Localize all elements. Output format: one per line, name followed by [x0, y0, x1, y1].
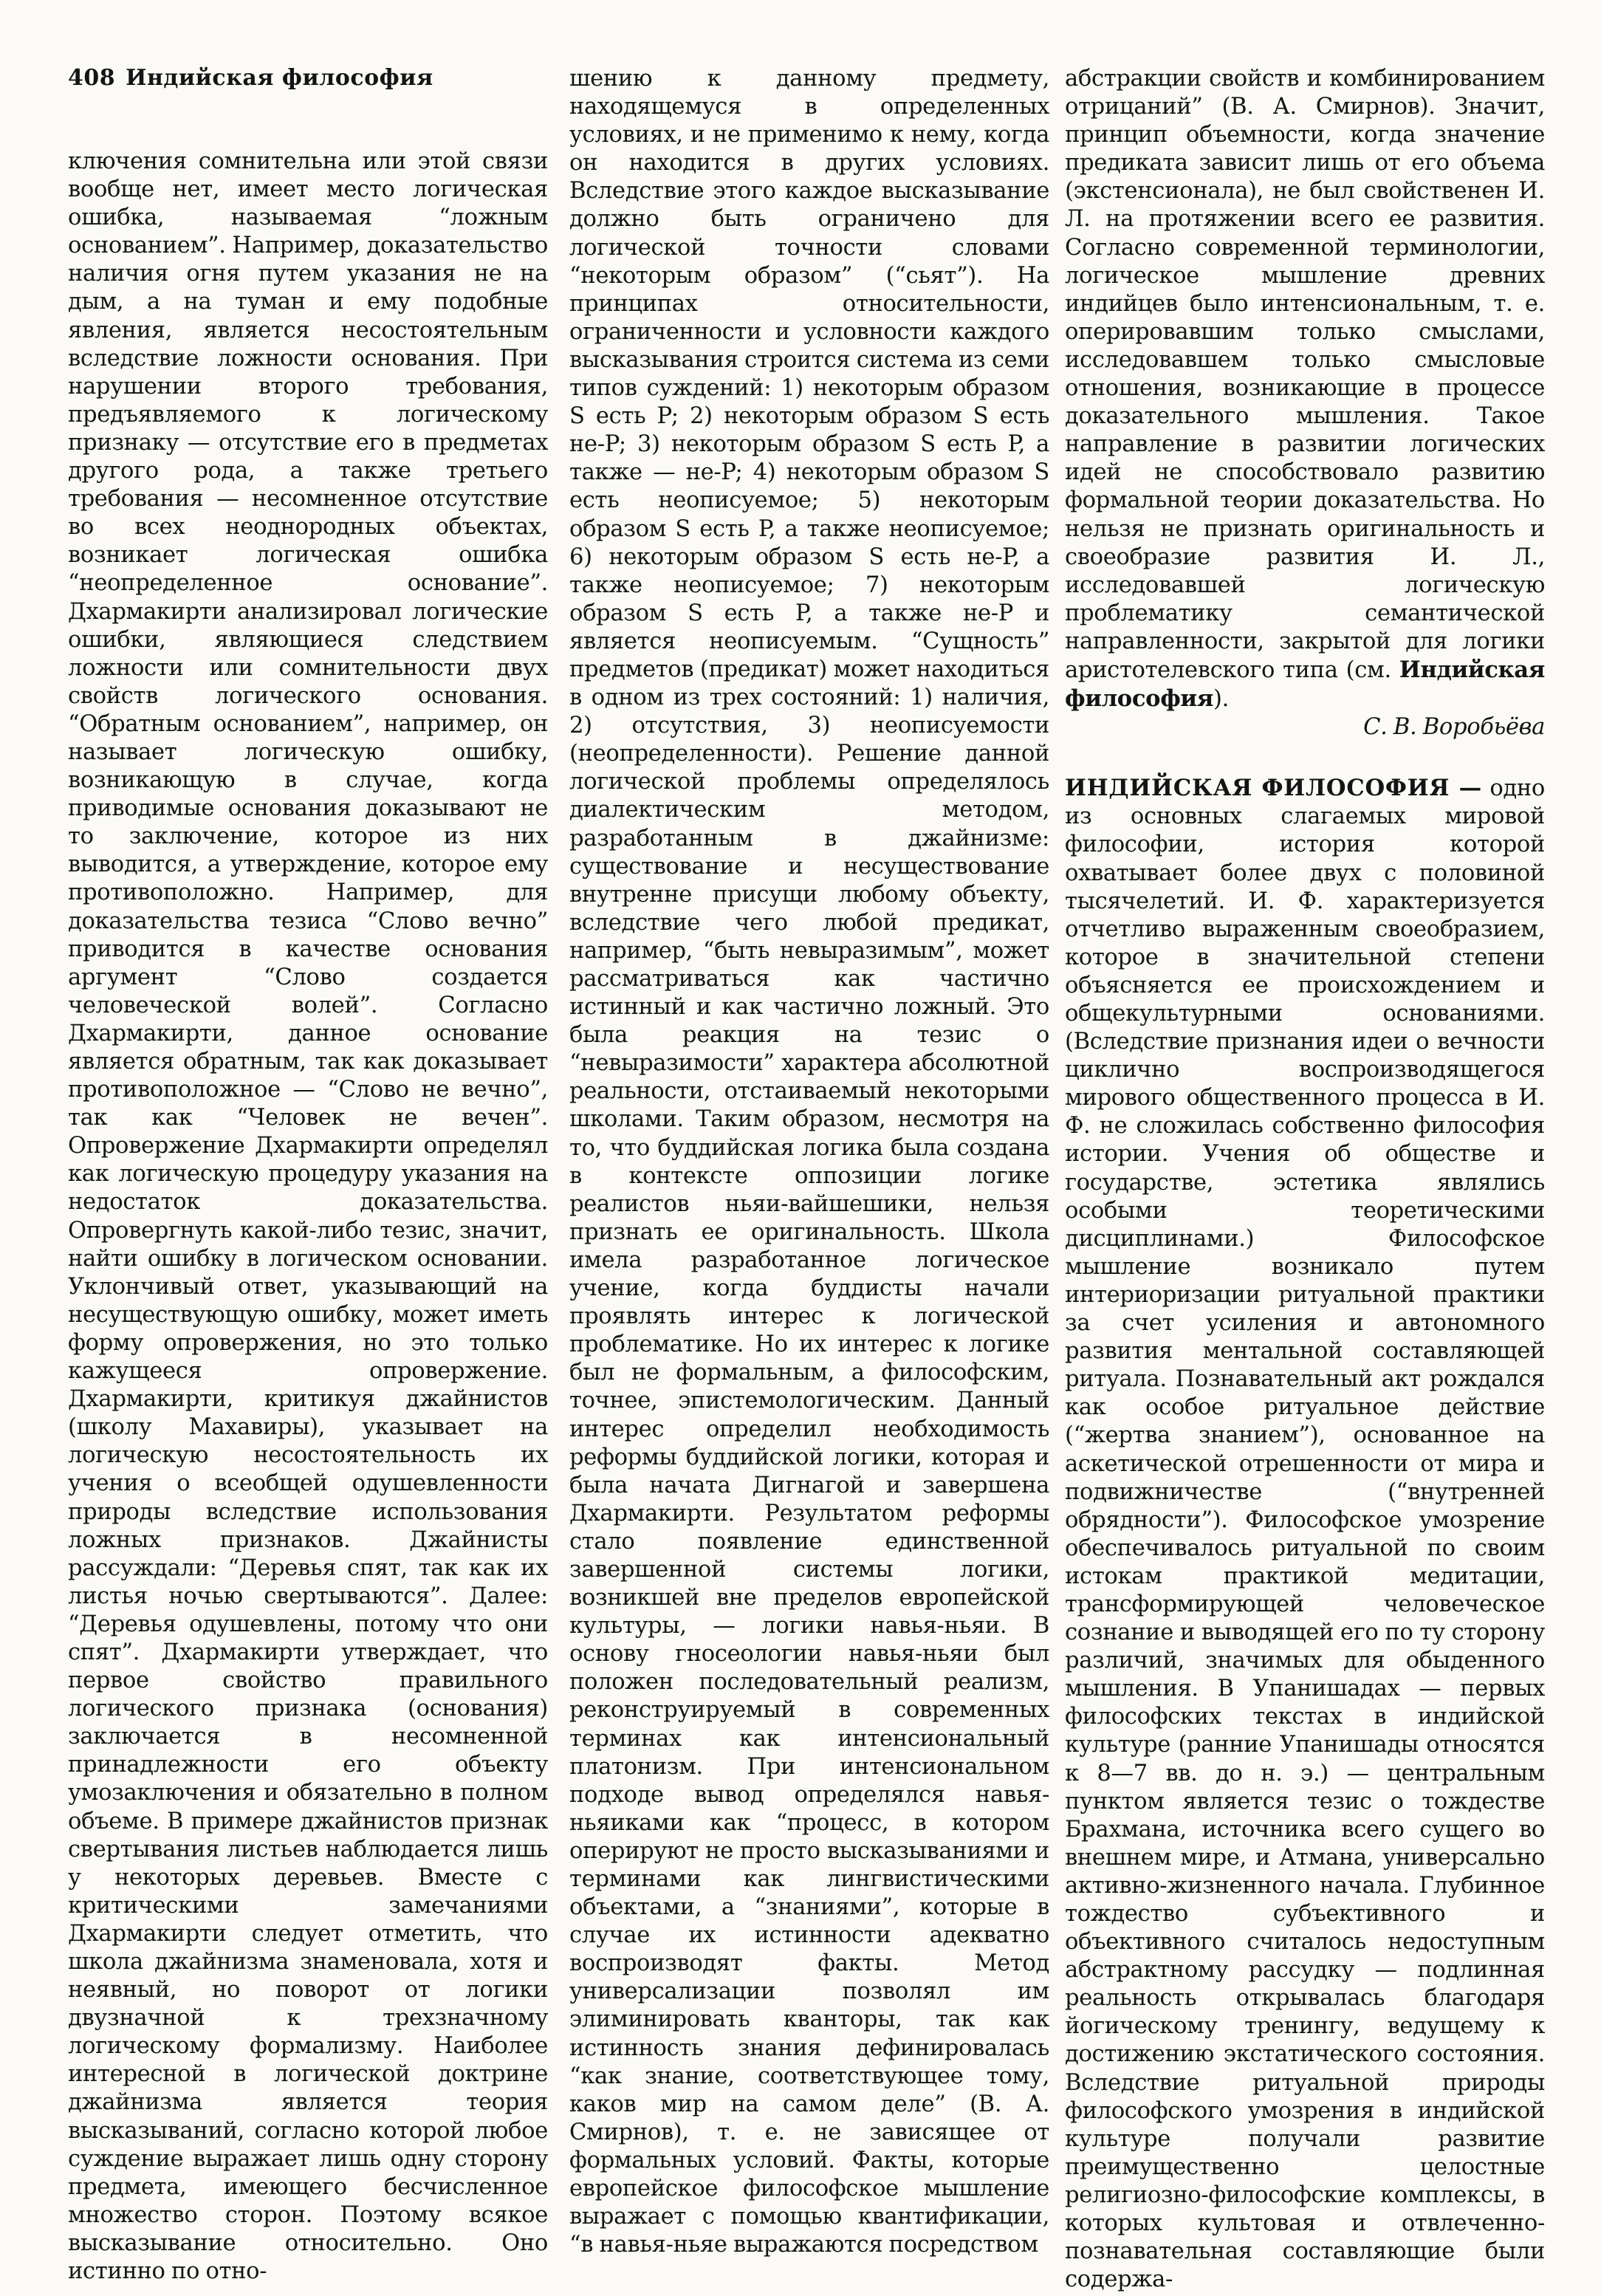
new-entry	[1065, 774, 1545, 2294]
entry-body-text: одно из основных слагаемых мировой философии, история которой охватывает более двух с половиной тысячелетий. И. Ф. характеризуется отчетливо выраженным своеобразием, которое в значительной степени объясняется ее происхождением и общекультурными основаниями. (Вследствие признания идеи о вечности циклично воспроизводящегося мирового общественного процесса в И. Ф. не сложилась собственно философия истории. Учения об обществе и государстве, эстетика являлись особыми теоретическими дисциплинами.) Философское мышление возникало путем интериоризации ритуальной практики за счет усиления и автономного развития ментальной составляющей ритуала. Познавательный акт рождался как особое ритуальное действие (“жертва знанием”), основанное на аскетической отрешенности от мира и подвижничестве (“внутренней обрядности”). Философское умозрение обеспечивалось ритуальной по своим истокам практикой медитации, трансформирующей человеческое сознание и выводящей его по ту сторону различий, значимых для обыденного мышления. В Упанишадах — первых философских текстах в индийской культуре (ранние Упанишады относятся к 8—7 вв. до н. э.) — центральным пунктом является тезис о тождестве Брахмана, источника всего сущего во внешнем мире, и Атмана, универсально активно-жизненного начала. Глубинное тождество субъективного и объективного считалось недоступным абстрактному рассудку — подлинная реальность открывалась благодаря йогическому тренингу, ведущему к достижению экстатического состояния. Вследствие ритуальной природы философского умозрения в индийской культуре получали развитие преимущественно целостные религиозно-философские комплексы, в которых культовая и отвлеченно-познавательная составляющие были содержа-	[1065, 775, 1545, 2293]
text-column-2	[569, 65, 1049, 2259]
logic-article-ending: абстракции свойств и комбинированием отрицаний” (В. А. Смирнов). Значит, принцип объемности, когда значение предиката зависит лишь от его объема (экстенсионала), не был свойственен И. Л. на протяжении всего ее развития. Согласно современной терминологии, логическое мышление древних индийцев было интенсиональным, т. е. оперировавшим только смыслами, исследовавшем только смысловые отношения, возникающие в процессе доказательного мышления. Такое направление в развитии логических идей не способствовало развитию формальной теории доказательства. Но нельзя не признать оригинальность и своеобразие развития И. Л., исследовавшей логическую проблематику семантической направленности, закрытой для логики аристотелевского типа	[1065, 66, 1545, 683]
see-suffix: ).	[1213, 686, 1229, 713]
article-separator	[1065, 741, 1545, 774]
running-header	[68, 65, 433, 91]
page-number: 408	[68, 65, 116, 91]
running-title: Индийская философия	[126, 65, 433, 91]
text-column-1	[68, 148, 548, 2286]
entry-dash: —	[1450, 775, 1483, 802]
see-prefix: (см.	[1345, 657, 1399, 683]
column-3-text	[1065, 65, 1545, 713]
column-1-text: ключения сомнительна или этой связи вообще нет, имеет место логическая ошибка, называемая “ложным основанием”. Например, доказательство наличия огня путем указания не на дым, а на туман и ему подобные явления, является несостоятельным вследствие ложности основания. При нарушении второго требования, предъявляемого к логическому признаку — отсутствие его в предметах другого рода, а также третьего требования — несомненное отсутствие во всех неоднородных объектах, возникает логическая ошибка “неопределенное основание”. Дхармакирти анализировал логические ошибки, являющиеся следствием ложности или сомнительности двух свойств логического основания. “Обратным основанием”, например, он называет логическую ошибку, возникающую в случае, когда приводимые основания доказывают не то заключение, которое из них выводится, а утверждение, которое ему противоположно. Например, для доказательства тезиса “Слово вечно” приводится в качестве основания аргумент “Слово создается человеческой волей”. Согласно Дхармакирти, данное основание является обратным, так как доказывает противоположное — “Слово не вечно”, так как “Человек не вечен”. Опровержение Дхармакирти определял как логическую процедуру указания на недостаток доказательства. Опровергнуть какой-либо тезис, значит, найти ошибку в логическом основании. Уклончивый ответ, указывающий на несуществующую ошибку, может иметь форму опровержения, но это только кажущееся опровержение. Дхармакирти, критикуя джайнистов (школу Махавиры), указывает на логическую несостоятельность их учения о всеобщей одушевленности природы вследствие использования ложных признаков. Джайнисты рассуждали: “Деревья спят, так как их листья ночью свертываются”. Далее: “Деревья одушевлены, потому что они спят”. Дхармакирти утверждает, что первое свойство правильного логического признака (основания) заключается в несомненной принадлежности его объекту умозаключения и обязательно в полном объеме. В примере джайнистов признак свертывания листьев наблюдается лишь у некоторых деревьев. Вместе с критическими замечаниями Дхармакирти следует отметить, что школа джайнизма знаменовала, хотя и неявный, но поворот от логики двузначной к трехзначному логическому формализму. Наиболее интересной в логической доктрине джайнизма является теория высказываний, согласно которой любое суждение выражает лишь одну сторону предмета, имеющего бесчисленное множество сторон. Поэтому всякое высказывание относительно. Оно истинно по отно-	[68, 148, 548, 2285]
cross-reference-link[interactable]: Индийская философия	[1065, 656, 1545, 713]
author-signature: С. В. Воробьёва	[1363, 714, 1545, 741]
text-column-3	[1065, 65, 1545, 2294]
column-2-text: шению к данному предмету, находящемуся в определенных условиях, и не применимо к нему, когда он находится в других условиях. Вследствие этого каждое высказывание должно быть ограничено для логической точности словами “некоторым образом” (“сьят”). На принципах относительности, ограниченности и условности каждого высказывания строится система из семи типов суждений: 1) некоторым образом S есть P; 2) некоторым образом S есть не-P; 3) некоторым образом S есть P, а также — не-P; 4) некоторым образом S есть неописуемое; 5) некоторым образом S есть P, а также неописуемое; 6) некоторым образом S есть не-P, а также неописуемое; 7) некоторым образом S есть P, а также не-P и является неописуемым. “Сущность” предметов (предикат) может находиться в одном из трех состояний: 1) наличия, 2) отсутствия, 3) неописуемости (неопределенности). Решение данной логической проблемы определялось диалектическим методом, разработанным в джайнизме: существование и несуществование внутренне присущи любому объекту, вследствие чего любой предикат, например, “быть невыразимым”, может рассматриваться как частично истинный и как частично ложный. Это была реакция на тезис о “невыразимости” характера абсолютной реальности, отстаиваемый некоторыми школами. Таким образом, несмотря на то, что буддийская логика была создана в контексте оппозиции логике реалистов ньяи-вайшешики, нельзя признать ее оригинальность. Школа имела разработанное логическое учение, когда буддисты начали проявлять интерес к логической проблематике. Но их интерес к логике был не формальным, а философским, точнее, эпистемологическим. Данный интерес определил необходимость реформы буддийской логики, которая и была начата Дигнагой и завершена Дхармакирти. Результатом реформы стало появление единственной завершенной системы логики, возникшей вне пределов европейской культуры, — логики навья-ньяи. В основу гносеологии навья-ньяи был положен последовательный реализм, реконструируемый в современных терминах как интенсиональный платонизм. При интенсиональном подходе вывод определялся навья-ньяиками как “процесс, в котором оперируют не просто высказываниями и терминами как лингвистическими объектами, а “знаниями”, которые в случае их истинности адекватно воспроизводят факты. Метод универсализации позволял им элиминировать кванторы, так как истинность знания дефинировалась “как знание, соответствующее тому, каков мир на самом деле” (В. А. Смирнов), т. е. не зависящее от формальных условий. Факты, которые европейское философское мышление выражает с помощью квантификации, “в навья-ньяе выражаются посредством	[569, 66, 1049, 2258]
entry-headword: ИНДИЙСКАЯ ФИЛОСОФИЯ	[1065, 775, 1450, 802]
